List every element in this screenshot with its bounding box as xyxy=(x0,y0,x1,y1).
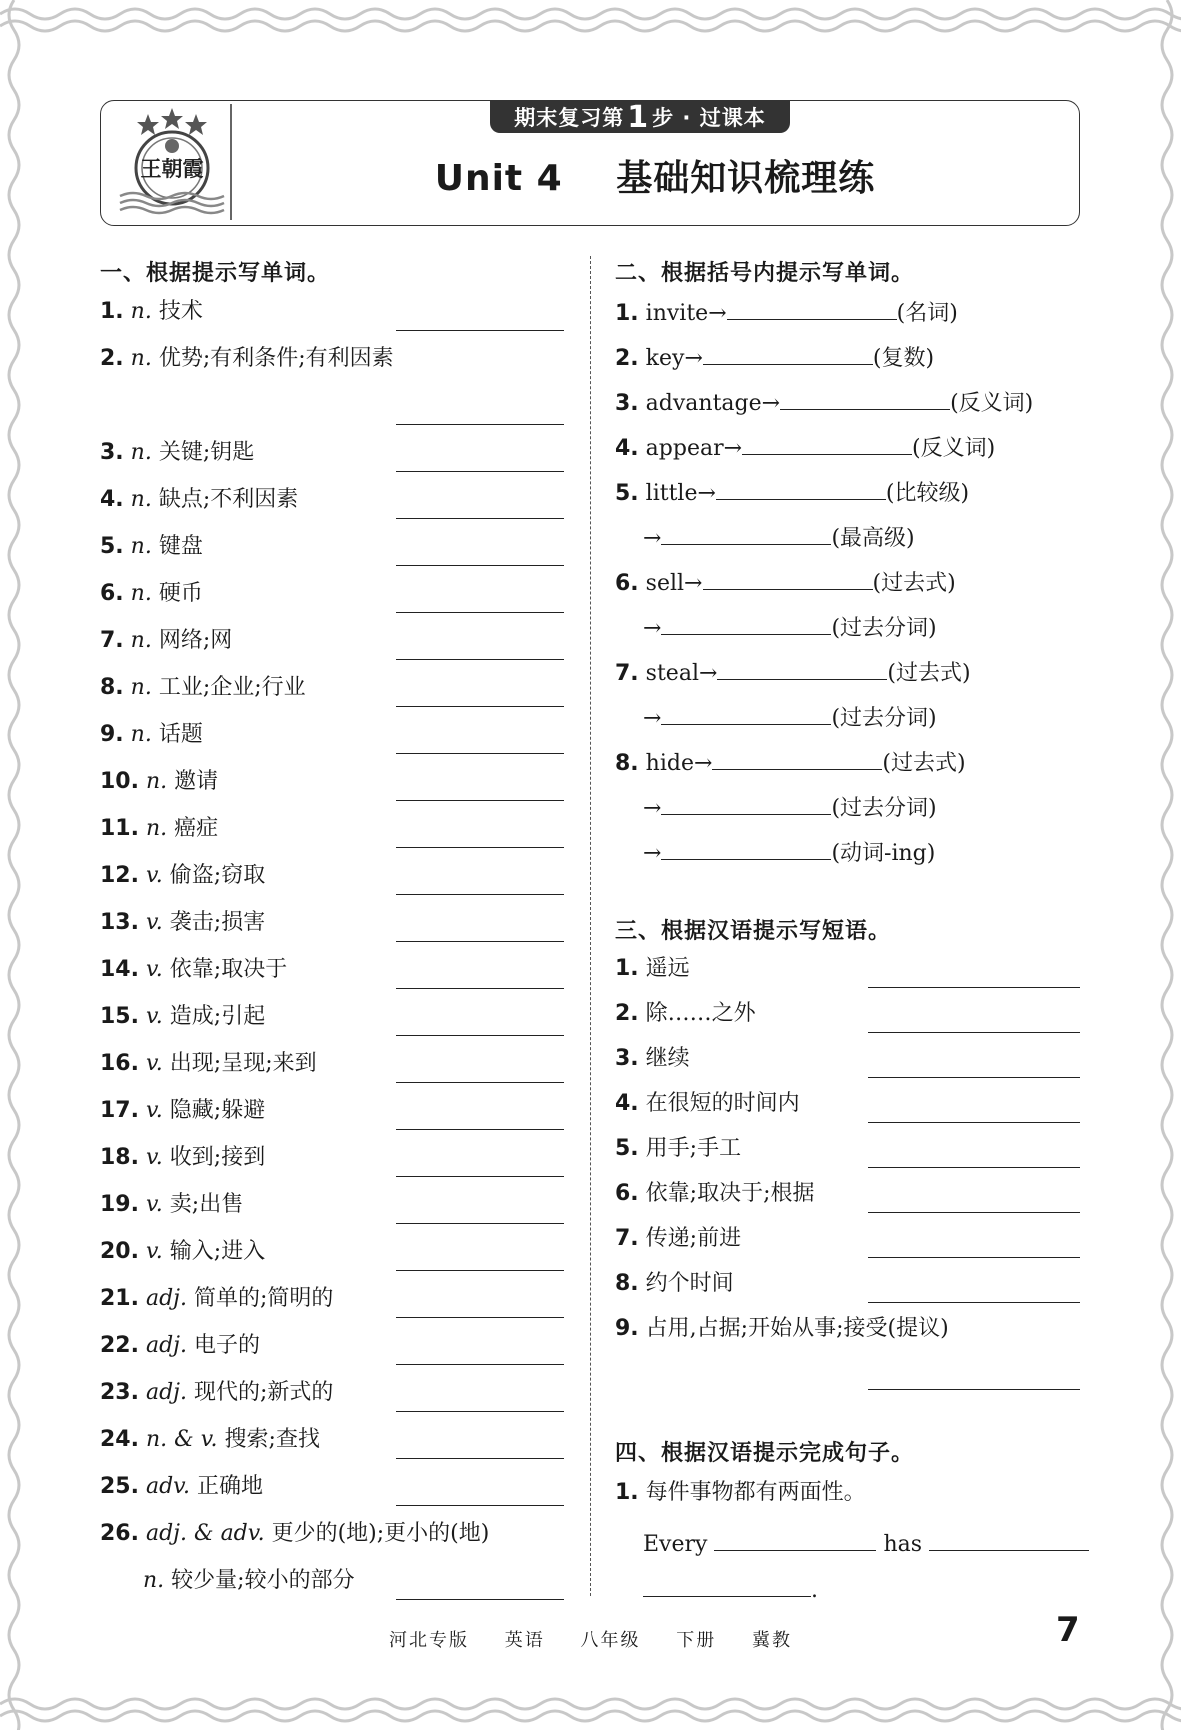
part-of-speech: v. xyxy=(145,1145,163,1170)
item-number: 3. xyxy=(100,440,124,465)
item-hint: 继续 xyxy=(645,1046,690,1071)
publisher-logo xyxy=(118,106,226,216)
item-number: 4. xyxy=(100,487,124,512)
part-of-speech: v. xyxy=(145,910,163,935)
answer-blank[interactable] xyxy=(396,1270,564,1271)
item-number: 6. xyxy=(100,581,124,606)
word-item xyxy=(100,580,203,608)
answer-blank[interactable] xyxy=(396,706,564,707)
item-hint: 输入;进入 xyxy=(169,1239,266,1264)
form-hint: (过去式) xyxy=(872,571,956,596)
item-number: 1. xyxy=(615,1480,639,1505)
tab-prefix: 期末复习第 xyxy=(514,106,625,130)
phrase-item xyxy=(615,1000,756,1028)
form-hint: (名词) xyxy=(896,301,958,326)
item-number: 1. xyxy=(615,301,639,326)
answer-blank[interactable] xyxy=(661,837,831,860)
item-number: 5. xyxy=(615,1136,639,1161)
item-hint: 占用,占据;开始从事;接受(提议) xyxy=(645,1316,949,1341)
form-hint: (反义词) xyxy=(912,436,996,461)
item-number: 24. xyxy=(100,1427,139,1452)
item-number: 19. xyxy=(100,1192,139,1217)
item-number: 16. xyxy=(100,1051,139,1076)
item-hint: 依靠;取决于;根据 xyxy=(645,1181,815,1206)
word-item xyxy=(100,1332,260,1360)
transform-item xyxy=(643,612,937,643)
sentence-word-every: Every xyxy=(643,1532,708,1557)
sentence-item xyxy=(615,1479,866,1507)
word-item xyxy=(100,1144,265,1172)
transform-item xyxy=(643,522,915,553)
item-number: 17. xyxy=(100,1098,139,1123)
answer-blank[interactable] xyxy=(396,941,564,942)
phrase-item xyxy=(615,1315,949,1343)
answer-blank[interactable] xyxy=(396,1599,564,1600)
item-number: 22. xyxy=(100,1333,139,1358)
answer-blank[interactable] xyxy=(868,1167,1080,1168)
answer-blank[interactable] xyxy=(868,1122,1080,1123)
item-number: 9. xyxy=(615,1316,639,1341)
part-of-speech: v. xyxy=(145,1239,163,1264)
item-hint: 关键;钥匙 xyxy=(158,440,255,465)
part-of-speech: v. xyxy=(145,1004,163,1029)
column-divider xyxy=(590,256,591,1596)
item-hint: 邀请 xyxy=(174,769,219,794)
item-number: 1. xyxy=(100,299,124,324)
item-number: 18. xyxy=(100,1145,139,1170)
item-hint: 较少量;较小的部分 xyxy=(171,1568,355,1593)
base-word: invite→ xyxy=(645,301,727,326)
word-item xyxy=(100,298,203,326)
item-number: 25. xyxy=(100,1474,139,1499)
word-item xyxy=(100,674,306,702)
answer-blank[interactable] xyxy=(712,747,882,770)
item-hint: 用手;手工 xyxy=(645,1136,742,1161)
footer xyxy=(0,1626,1181,1652)
word-item xyxy=(100,486,298,514)
answer-blank[interactable] xyxy=(868,1302,1080,1303)
item-hint: 隐藏;躲避 xyxy=(169,1098,266,1123)
part-of-speech: n. xyxy=(130,299,152,324)
answer-blank[interactable] xyxy=(643,1574,811,1597)
part-of-speech: n. xyxy=(130,487,152,512)
word-item xyxy=(100,956,287,984)
item-hint: 除……之外 xyxy=(645,1001,756,1026)
answer-blank[interactable] xyxy=(396,424,564,425)
phrase-item xyxy=(615,1180,815,1208)
item-hint: 更少的(地);更小的(地) xyxy=(271,1521,490,1546)
answer-blank[interactable] xyxy=(780,387,950,410)
transform-item xyxy=(615,387,1033,418)
transform-item xyxy=(643,702,937,733)
item-hint: 缺点;不利因素 xyxy=(158,487,299,512)
answer-blank[interactable] xyxy=(396,612,564,613)
item-number: 5. xyxy=(615,481,639,506)
item-hint: 电子的 xyxy=(194,1333,261,1358)
part-of-speech: n. xyxy=(145,816,168,841)
word-item xyxy=(100,1285,333,1313)
item-hint: 依靠;取决于 xyxy=(169,957,288,982)
part-of-speech: n. xyxy=(130,675,152,700)
item-hint: 出现;呈现;来到 xyxy=(169,1051,317,1076)
form-hint: (复数) xyxy=(872,346,935,371)
answer-blank[interactable] xyxy=(868,1032,1080,1033)
item-number: 6. xyxy=(615,1181,639,1206)
phrase-item xyxy=(615,955,690,983)
answer-blank[interactable] xyxy=(396,1082,564,1083)
part-of-speech: n. xyxy=(130,722,152,747)
answer-blank[interactable] xyxy=(716,477,886,500)
item-hint: 技术 xyxy=(158,299,203,324)
item-number: 4. xyxy=(615,436,639,461)
base-word: steal→ xyxy=(645,661,718,686)
item-number: 8. xyxy=(100,675,124,700)
transform-item xyxy=(615,432,995,463)
item-number: 14. xyxy=(100,957,139,982)
base-word: → xyxy=(643,526,662,551)
item-hint: 简单的;简明的 xyxy=(194,1286,334,1311)
answer-blank[interactable] xyxy=(714,1528,876,1551)
part-of-speech: adj. & adv. xyxy=(145,1521,265,1546)
phrase-item xyxy=(615,1045,690,1073)
word-item-26-line2 xyxy=(143,1567,355,1595)
base-word: → xyxy=(643,796,662,821)
transform-item xyxy=(615,657,971,688)
part-of-speech: v. xyxy=(145,1098,163,1123)
item-number: 3. xyxy=(615,1046,639,1071)
sentence-blanks xyxy=(643,1528,1089,1559)
answer-blank[interactable] xyxy=(868,1077,1080,1078)
answer-blank[interactable] xyxy=(929,1528,1089,1551)
logo-text: 王朝霞 xyxy=(140,156,204,181)
item-number: 9. xyxy=(100,722,124,747)
base-word: → xyxy=(643,706,662,731)
item-number: 21. xyxy=(100,1286,139,1311)
footer-publisher: 冀教 xyxy=(751,1630,792,1651)
base-word: → xyxy=(643,616,662,641)
phrase-item xyxy=(615,1225,741,1253)
page-number: 7 xyxy=(1056,1610,1080,1650)
item-number: 8. xyxy=(615,751,639,776)
part-of-speech: n. xyxy=(145,769,168,794)
answer-blank[interactable] xyxy=(396,1317,564,1318)
item-hint: 传递;前进 xyxy=(645,1226,742,1251)
item-number: 7. xyxy=(615,661,639,686)
section2-title: 二、根据括号内提示写单词。 xyxy=(615,261,915,286)
footer-edition: 河北专版 xyxy=(389,1630,470,1651)
answer-blank[interactable] xyxy=(396,1176,564,1177)
part-of-speech: v. xyxy=(145,1051,163,1076)
footer-grade: 八年级 xyxy=(580,1630,641,1651)
form-hint: (比较级) xyxy=(885,481,970,506)
part-of-speech: n. xyxy=(130,346,152,371)
item-number: 20. xyxy=(100,1239,139,1264)
item-number: 7. xyxy=(615,1226,639,1251)
word-item xyxy=(100,1003,265,1031)
answer-blank[interactable] xyxy=(396,753,564,754)
part-of-speech: v. xyxy=(145,957,163,982)
answer-blank[interactable] xyxy=(868,987,1080,988)
answer-blank[interactable] xyxy=(661,702,831,725)
answer-blank[interactable] xyxy=(661,612,831,635)
answer-blank[interactable] xyxy=(396,659,564,660)
item-number: 2. xyxy=(615,346,639,371)
sentence-hint: 每件事物都有两面性。 xyxy=(645,1480,866,1505)
base-word: key→ xyxy=(645,346,703,371)
item-number: 8. xyxy=(615,1271,639,1296)
item-hint: 优势;有利条件;有利因素 xyxy=(158,346,394,371)
item-hint: 话题 xyxy=(158,722,203,747)
footer-volume: 下册 xyxy=(676,1630,717,1651)
answer-blank[interactable] xyxy=(661,522,831,545)
answer-blank[interactable] xyxy=(396,894,564,895)
item-number: 7. xyxy=(100,628,124,653)
answer-blank[interactable] xyxy=(661,792,831,815)
item-number: 5. xyxy=(100,534,124,559)
form-hint: (动词-ing) xyxy=(831,841,936,866)
part-of-speech: n. xyxy=(130,628,152,653)
answer-blank[interactable] xyxy=(396,988,564,989)
item-hint: 工业;企业;行业 xyxy=(158,675,306,700)
word-item xyxy=(100,1097,265,1125)
transform-item xyxy=(643,792,937,823)
item-hint: 遥远 xyxy=(645,956,690,981)
item-number: 6. xyxy=(615,571,639,596)
base-word: advantage→ xyxy=(645,391,781,416)
form-hint: (过去分词) xyxy=(831,706,937,731)
item-hint: 卖;出售 xyxy=(169,1192,244,1217)
form-hint: (过去式) xyxy=(882,751,966,776)
word-item xyxy=(100,439,254,467)
base-word: → xyxy=(643,841,662,866)
part-of-speech: n. xyxy=(130,534,152,559)
item-number: 2. xyxy=(615,1001,639,1026)
part-of-speech: adj. xyxy=(145,1380,187,1405)
word-item xyxy=(100,1520,489,1548)
part-of-speech: v. xyxy=(145,863,163,888)
part-of-speech: v. xyxy=(145,1192,163,1217)
item-hint: 正确地 xyxy=(197,1474,264,1499)
form-hint: (反义词) xyxy=(950,391,1034,416)
answer-blank[interactable] xyxy=(396,1035,564,1036)
section3-title: 三、根据汉语提示写短语。 xyxy=(615,919,892,944)
word-item xyxy=(100,345,394,373)
part-of-speech: adj. xyxy=(145,1333,187,1358)
answer-blank[interactable] xyxy=(396,1223,564,1224)
sentence-word-has: has xyxy=(883,1532,923,1557)
item-hint: 造成;引起 xyxy=(169,1004,266,1029)
item-hint: 在很短的时间内 xyxy=(645,1091,800,1116)
transform-item xyxy=(615,342,934,373)
answer-blank[interactable] xyxy=(396,565,564,566)
answer-blank[interactable] xyxy=(396,1411,564,1412)
answer-blank[interactable] xyxy=(396,1129,564,1130)
answer-blank[interactable] xyxy=(703,342,873,365)
phrase-item xyxy=(615,1135,741,1163)
answer-blank[interactable] xyxy=(868,1212,1080,1213)
form-hint: (过去分词) xyxy=(831,796,937,821)
answer-blank[interactable] xyxy=(742,432,912,455)
word-item xyxy=(100,815,218,843)
part-of-speech: n. xyxy=(143,1568,165,1593)
page-title xyxy=(230,150,1080,201)
answer-blank[interactable] xyxy=(868,1389,1080,1390)
form-hint: (过去式) xyxy=(887,661,971,686)
word-item xyxy=(100,721,203,749)
item-number: 4. xyxy=(615,1091,639,1116)
part-of-speech: adj. xyxy=(145,1286,187,1311)
item-hint: 键盘 xyxy=(158,534,203,559)
item-number: 10. xyxy=(100,769,139,794)
word-item xyxy=(100,1379,333,1407)
word-item xyxy=(100,862,265,890)
tab-suffix: 步 · 过课本 xyxy=(652,106,766,130)
word-item xyxy=(100,1473,263,1501)
item-hint: 现代的;新式的 xyxy=(194,1380,334,1405)
item-number: 1. xyxy=(615,956,639,981)
item-hint: 癌症 xyxy=(174,816,219,841)
part-of-speech: adv. xyxy=(145,1474,190,1499)
word-item xyxy=(100,1050,317,1078)
title-text: 基础知识梳理练 xyxy=(616,158,876,199)
sentence-blanks-line2 xyxy=(643,1574,818,1605)
part-of-speech: n. & v. xyxy=(145,1427,218,1452)
answer-blank[interactable] xyxy=(868,1257,1080,1258)
item-number: 23. xyxy=(100,1380,139,1405)
word-item xyxy=(100,1426,320,1454)
transform-item xyxy=(615,297,958,328)
base-word: hide→ xyxy=(645,751,713,776)
item-number: 15. xyxy=(100,1004,139,1029)
item-hint: 硬币 xyxy=(158,581,203,606)
item-number: 3. xyxy=(615,391,639,416)
form-hint: (最高级) xyxy=(831,526,915,551)
item-number: 26. xyxy=(100,1521,139,1546)
answer-blank[interactable] xyxy=(703,567,873,590)
word-item xyxy=(100,768,218,796)
answer-blank[interactable] xyxy=(396,800,564,801)
phrase-item xyxy=(615,1270,734,1298)
answer-blank[interactable] xyxy=(396,847,564,848)
phrase-item xyxy=(615,1090,800,1118)
transform-item xyxy=(615,747,966,778)
answer-blank[interactable] xyxy=(396,471,564,472)
header-tab xyxy=(490,101,790,133)
base-word: little→ xyxy=(645,481,716,506)
transform-item xyxy=(643,837,935,868)
item-hint: 收到;接到 xyxy=(169,1145,266,1170)
item-hint: 袭击;损害 xyxy=(169,910,266,935)
footer-subject: 英语 xyxy=(504,1630,545,1651)
item-number: 13. xyxy=(100,910,139,935)
word-item xyxy=(100,1238,265,1266)
item-hint: 偷盗;窃取 xyxy=(169,863,266,888)
answer-blank[interactable] xyxy=(396,1505,564,1506)
answer-blank[interactable] xyxy=(396,518,564,519)
item-number: 2. xyxy=(100,346,124,371)
answer-blank[interactable] xyxy=(717,657,887,680)
word-item xyxy=(100,533,203,561)
item-number: 11. xyxy=(100,816,139,841)
word-item xyxy=(100,627,232,655)
answer-blank[interactable] xyxy=(396,1364,564,1365)
part-of-speech: n. xyxy=(130,581,152,606)
transform-item xyxy=(615,477,969,508)
answer-blank[interactable] xyxy=(396,1458,564,1459)
item-hint: 搜索;查找 xyxy=(224,1427,320,1452)
section1-title: 一、根据提示写单词。 xyxy=(100,261,331,286)
item-number: 12. xyxy=(100,863,139,888)
base-word: appear→ xyxy=(645,436,743,461)
transform-item xyxy=(615,567,956,598)
section4-title: 四、根据汉语提示完成句子。 xyxy=(615,1441,915,1466)
sentence-end: . xyxy=(811,1578,818,1603)
form-hint: (过去分词) xyxy=(831,616,937,641)
tab-step-number: 1 xyxy=(627,99,650,135)
item-hint: 网络;网 xyxy=(158,628,233,653)
answer-blank[interactable] xyxy=(396,330,564,331)
word-item xyxy=(100,1191,243,1219)
part-of-speech: n. xyxy=(130,440,152,465)
title-unit: Unit 4 xyxy=(434,158,563,199)
word-item xyxy=(100,909,265,937)
answer-blank[interactable] xyxy=(727,297,897,320)
base-word: sell→ xyxy=(645,571,703,596)
item-hint: 约个时间 xyxy=(645,1271,734,1296)
